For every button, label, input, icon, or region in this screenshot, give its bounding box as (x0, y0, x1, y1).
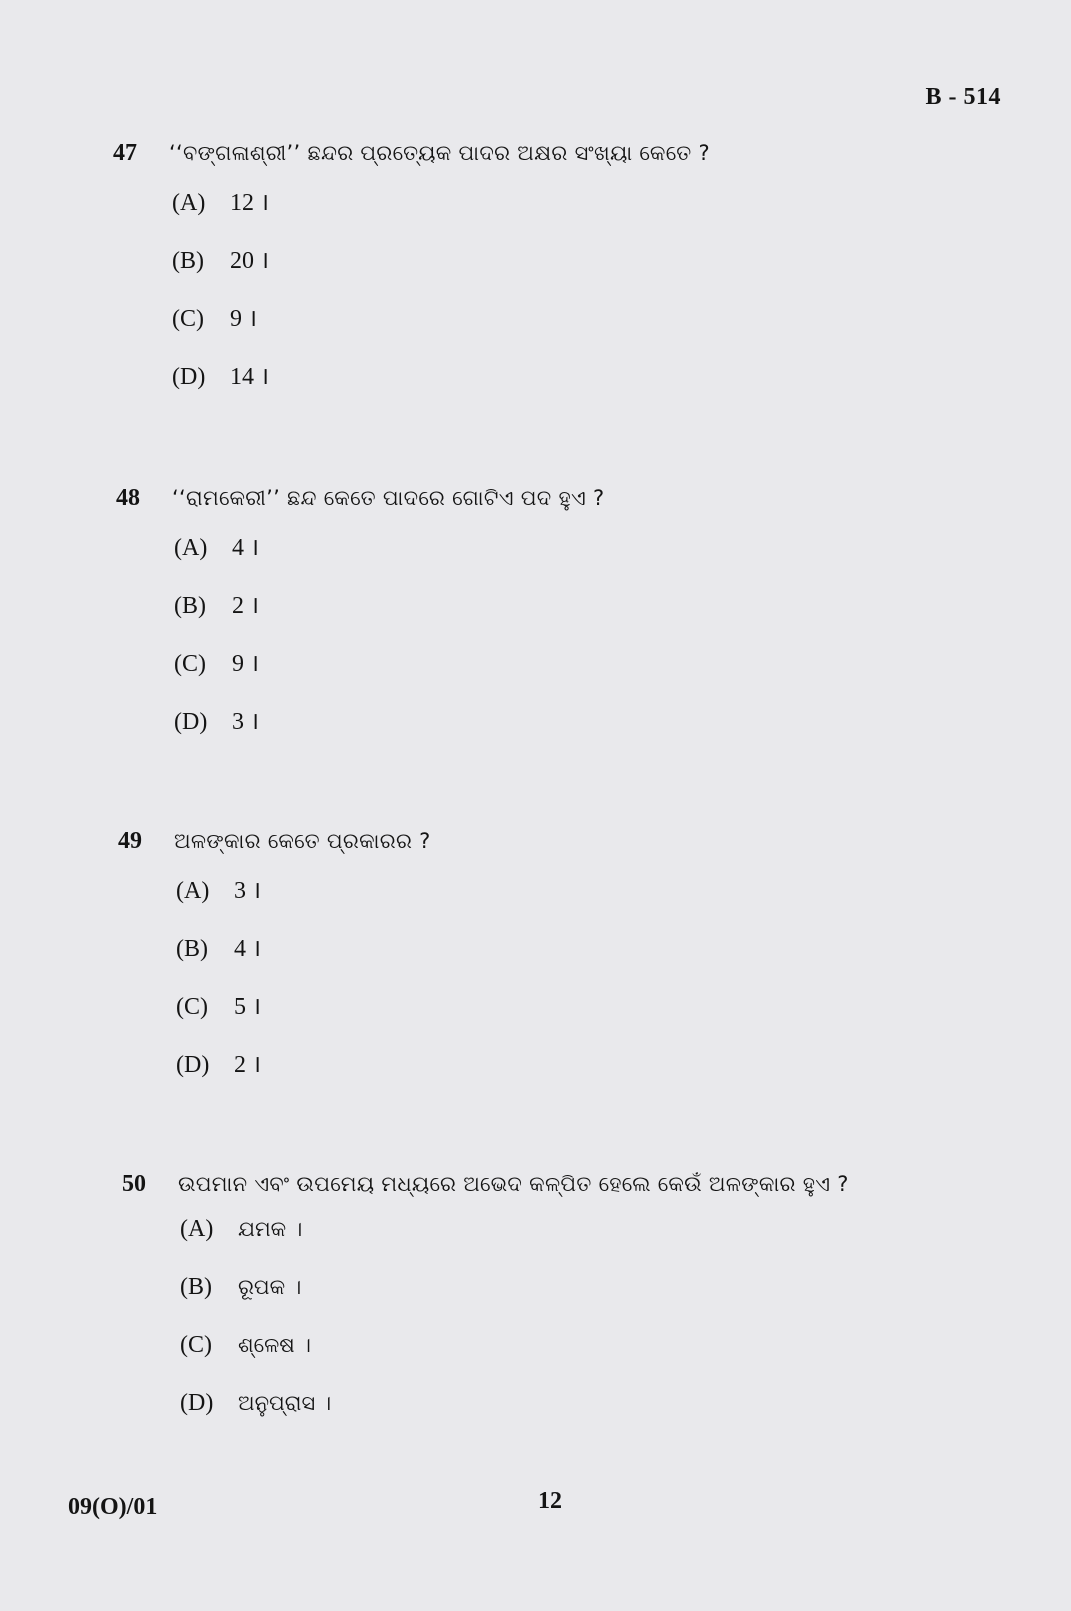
option-d[interactable] (174, 704, 1000, 762)
option-label: (B) (176, 936, 208, 962)
option-label: (C) (172, 306, 204, 332)
option-text: ଅନୁପ୍ରାସ । (238, 1391, 332, 1415)
option-text: 3 । (234, 878, 262, 904)
option-a[interactable] (174, 530, 1000, 588)
question-number: 49 (118, 828, 142, 854)
page-number: 12 (538, 1488, 562, 1514)
option-d[interactable] (180, 1390, 1000, 1448)
option-text: 12 । (230, 190, 270, 216)
options-list (180, 1216, 1000, 1448)
option-label: (D) (180, 1390, 214, 1416)
option-label: (A) (174, 535, 208, 561)
question-text: ଅଳଙ୍କାର କେତେ ପ୍ରକାରର ? (174, 829, 431, 853)
option-label: (B) (174, 593, 206, 619)
option-text: ଶ୍ଳେଷ । (238, 1333, 311, 1357)
option-b[interactable] (174, 588, 1000, 646)
option-b[interactable] (176, 931, 1000, 989)
option-d[interactable] (172, 359, 1000, 417)
option-d[interactable] (176, 1047, 1000, 1105)
option-b[interactable] (172, 243, 1000, 301)
option-text: ରୂପକ । (238, 1275, 302, 1299)
option-text: 3 । (232, 709, 260, 735)
question-header (122, 1171, 1000, 1198)
option-label: (B) (172, 248, 204, 274)
option-text: 4 । (234, 936, 262, 962)
option-label: (D) (174, 709, 208, 735)
question-header (118, 828, 1000, 855)
option-text: 14 । (230, 364, 270, 390)
option-b[interactable] (180, 1274, 1000, 1332)
option-label: (D) (176, 1052, 210, 1078)
option-text: 5 । (234, 994, 262, 1020)
question-50 (0, 1171, 1000, 1448)
question-text: ‘‘ବଙ୍ଗଳାଶ୍ରୀ’’ ଛନ୍ଦର ପ୍ରତ୍ୟେକ ପାଦର ଅକ୍ଷର ସଂଖ୍ୟା କେତେ ? (169, 141, 710, 165)
question-49 (0, 828, 1000, 1105)
option-text: 2 । (234, 1052, 262, 1078)
question-text: ‘‘ରାମକେରୀ’’ ଛନ୍ଦ କେତେ ପାଦରେ ଗୋଟିଏ ପଦ ହୁଏ ? (172, 486, 605, 510)
question-text: ଉପମାନ ଏବଂ ଉପମେୟ ମଧ୍ୟରେ ଅଭେଦ କଳ୍ପିତ ହେଲେ କେଉଁ ଅଳଙ୍କାର ହୁଏ ? (178, 1172, 849, 1196)
option-c[interactable] (174, 646, 1000, 704)
option-text: 9 । (230, 306, 258, 332)
question-47 (0, 140, 1000, 417)
question-header (113, 140, 1000, 167)
option-a[interactable] (172, 185, 1000, 243)
options-list (172, 185, 1000, 417)
option-text: 2 । (232, 593, 260, 619)
option-text: 9 । (232, 651, 260, 677)
option-label: (A) (176, 878, 210, 904)
option-label: (B) (180, 1274, 212, 1300)
option-label: (A) (172, 190, 206, 216)
question-number: 48 (116, 485, 140, 511)
option-text: ଯମକ । (238, 1217, 303, 1241)
option-a[interactable] (176, 873, 1000, 931)
option-label: (C) (174, 651, 206, 677)
option-text: 4 । (232, 535, 260, 561)
question-header (116, 485, 1000, 512)
option-text: 20 । (230, 248, 270, 274)
option-label: (A) (180, 1216, 214, 1242)
option-a[interactable] (180, 1216, 1000, 1274)
question-48 (0, 485, 1000, 762)
series-code: 09(O)/01 (68, 1494, 158, 1520)
option-label: (C) (180, 1332, 212, 1358)
question-number: 47 (113, 140, 137, 166)
option-c[interactable] (176, 989, 1000, 1047)
question-number: 50 (122, 1171, 146, 1197)
option-label: (C) (176, 994, 208, 1020)
paper-code: B - 514 (925, 84, 1001, 110)
option-label: (D) (172, 364, 206, 390)
option-c[interactable] (180, 1332, 1000, 1390)
option-c[interactable] (172, 301, 1000, 359)
options-list (176, 873, 1000, 1105)
options-list (174, 530, 1000, 762)
